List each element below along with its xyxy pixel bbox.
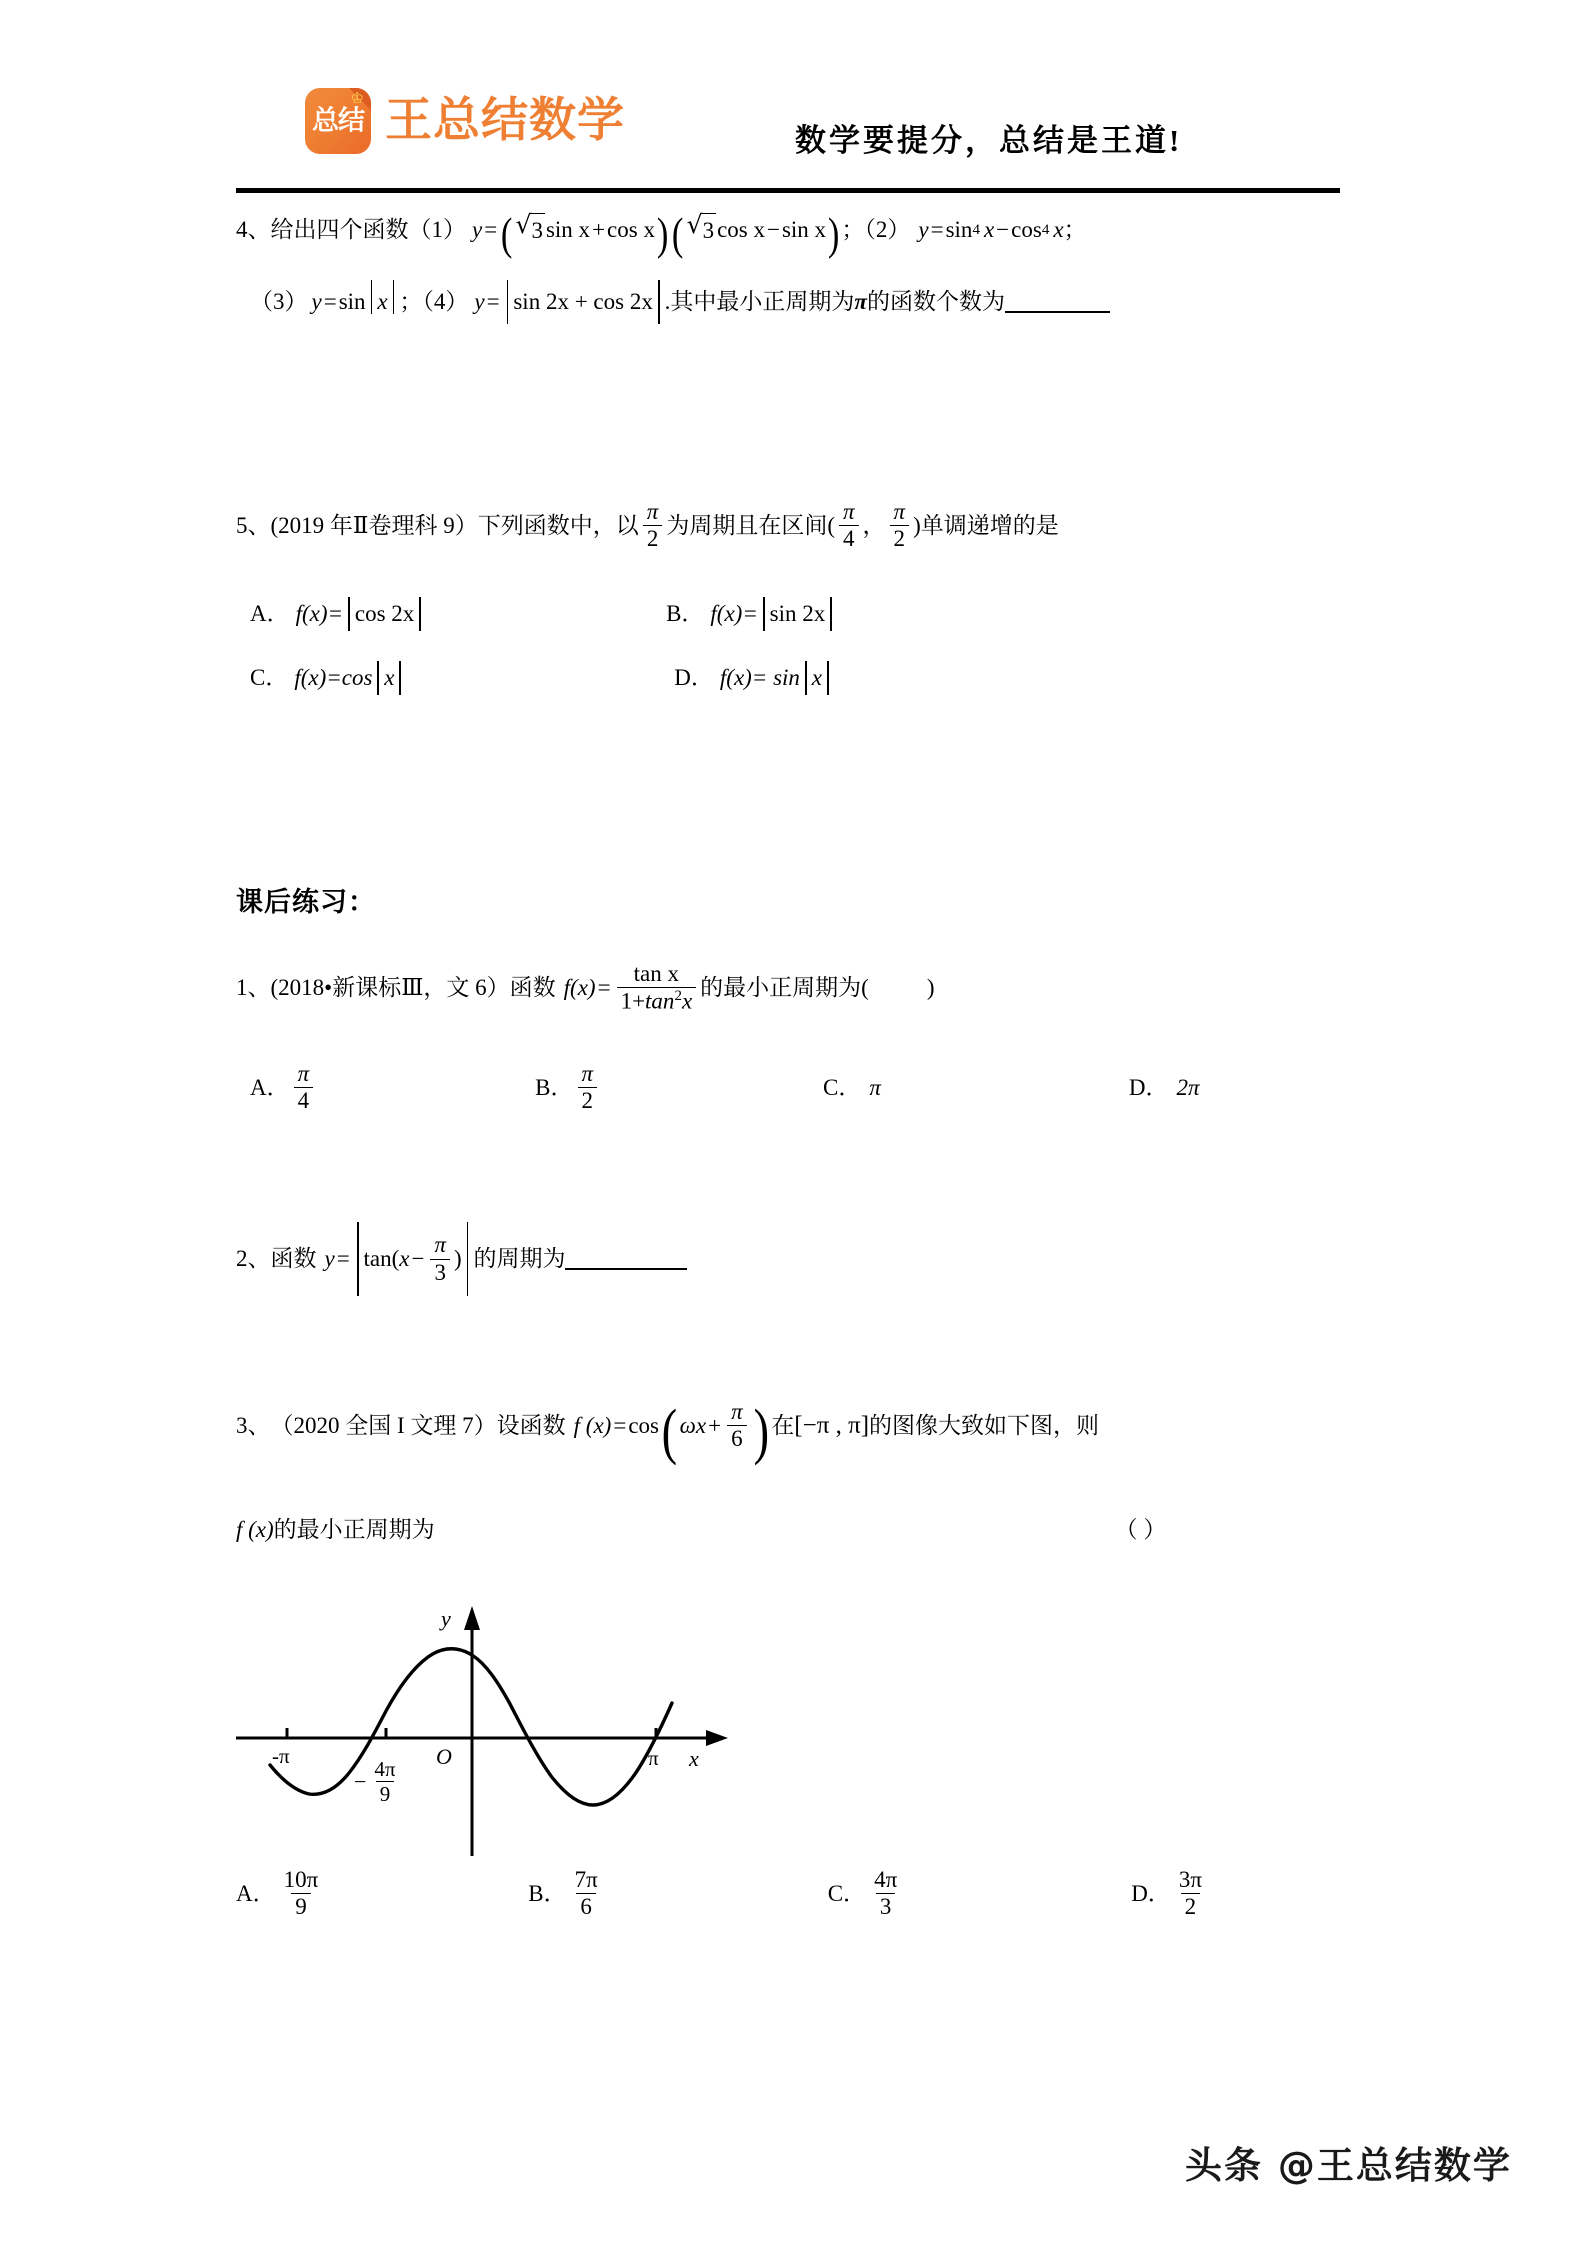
q5-option-row-1 [250,597,1059,631]
p2-eq: = [336,1246,350,1271]
q5-option-a-label[interactable]: A． [250,601,290,627]
p1-option-b-den: 2 [578,1087,598,1113]
p3-option-a-den: 9 [291,1893,311,1919]
q4-y1: y [472,217,483,242]
p3-option-row [236,1868,1210,1919]
p1-option-a-den: 4 [294,1087,314,1113]
header-divider [236,188,1340,193]
q5-text-1: 下列函数中，以 [477,512,639,538]
sqrt-3-a: √ 3 [516,212,545,248]
p3-source: （2020 全国 I 文理 7） [270,1412,497,1438]
q5-text-2: 为周期且在区间( [666,512,835,538]
q4-cosx-1: cos x [607,217,655,242]
tick-fraction-num: 4π [374,1757,396,1781]
p3-option-d-value [1175,1868,1206,1919]
q5-option-d-inner: x [811,665,822,691]
p3-frac-num: π [731,1399,743,1424]
q5-period-fraction [643,500,663,551]
abs-bar-right-c [399,661,401,695]
p2-frac-num: π [434,1232,446,1258]
q5-number: 5、 [236,512,271,538]
abs-bar-right-p2 [467,1222,469,1296]
abs-bar-left-c [377,661,379,695]
practice-3-stem-line-2 [236,1513,1166,1547]
p3-option-c-num: 4π [874,1867,898,1892]
p3-eq: = [613,1412,627,1438]
q4-item-3-label: （3） [250,289,308,314]
q4-abs-x: x [377,289,388,314]
p1-option-d-label[interactable]: D． [1128,1074,1169,1100]
practice-1-options [250,1062,1200,1113]
abs-bar-right-2 [658,280,660,324]
p1-den-x: x [681,988,693,1014]
p3-number: 3、 [236,1412,271,1438]
x-label-minus-4pi-over-9 [354,1758,404,1805]
q4-stem: 给出四个函数（1） [270,217,466,242]
q5-option-d-fx: f(x)= sin [719,665,800,691]
practice-3 [236,1397,1167,1547]
q4-sinx-2: sin x [781,217,827,242]
q5-period-num: π [646,499,659,524]
sqrt-3-b: √ 3 [687,212,716,248]
q4-eq-3: = [323,289,337,314]
q4-semi-2: ； [1063,217,1087,242]
p3-option-b-den: 6 [576,1893,596,1919]
p1-fraction [617,962,697,1014]
p3-interval: [−π , π] [794,1411,870,1439]
abs-bar-right-b [830,597,832,631]
q4-pow4-b: 4 [1041,222,1050,238]
p3-option-d-label[interactable]: D． [1131,1880,1171,1906]
q4-sinx-1: sin x [545,217,591,242]
p3-option-a-label[interactable]: A． [236,1880,276,1906]
q4-x-a: x [983,217,995,242]
p1-text-1: 函数 [509,974,556,1000]
question-4-line-2 [250,280,1110,324]
origin-label: O [436,1744,452,1769]
p3-fraction [727,1400,747,1451]
p1-text-2: 的最小正周期为( [700,974,869,1000]
p2-text-2: 的周期为 [473,1246,566,1271]
q4-tail-2: 的函数个数为 [866,289,1005,314]
practice-1-stem [236,962,1200,1014]
q5-interval-left [839,500,859,551]
footer-watermark: 头条 @王总结数学 [1185,2144,1512,2187]
question-5-stem [236,500,1059,551]
q5-interval-right-num: π [893,499,906,524]
abs-bar-left-2 [507,280,509,324]
p1-text-3: ) [926,974,935,1000]
sqrt-3-a-value: 3 [529,213,545,248]
x-axis-name-label: x [689,1746,699,1771]
q4-y2: y [918,217,929,242]
p3-line2-fx: f (x) [236,1517,274,1543]
q4-y3: y [311,289,322,314]
q4-sin4: sin [945,217,973,242]
y-axis-arrow [464,1606,480,1630]
p1-option-a-num: π [297,1060,310,1086]
x-axis-arrow [706,1730,728,1746]
q5-option-b-inner: sin 2x [769,601,826,627]
p2-x: x [399,1246,410,1271]
q5-option-a-inner: cos 2x [354,601,415,627]
q5-option-c-inner: x [384,665,395,691]
q5-interval-right-den: 2 [890,525,910,551]
question-5 [236,500,1059,695]
practice-3-stem-line-1: 3、 （2020 全国 I 文理 7） 设函数 f (x) = cos ( ωx + $\frac{\pi}{6}$ ) 在 [−π , π] 的图像大致如下图，则 [236,1397,1100,1466]
p2-fraction [430,1233,450,1284]
section-heading [236,880,376,919]
q4-abs-expr: sin 2x + cos 2x [513,289,653,314]
p1-den-tan: tan [645,988,675,1014]
abs-bar-left-p2 [357,1222,359,1296]
q4-eq: = [484,217,498,242]
p2-number: 2、 [236,1246,271,1271]
q4-item-4-label: ；（4） [399,289,469,314]
tick-fraction [370,1758,399,1805]
q5-interval-comma: ， [862,512,886,538]
p3-plus: + [708,1412,722,1438]
p1-option-b-num: π [581,1060,594,1086]
logo-wordmark: 王总结数学 [385,93,625,148]
q5-option-b-label[interactable]: B． [666,601,705,627]
q4-plus-1: + [592,217,606,242]
p3-option-b-num: 7π [574,1867,598,1892]
q4-tail-1: .其中最小正周期为 [664,289,855,314]
practice-2-stem [236,1222,687,1296]
p1-option-c-label[interactable]: C． [823,1074,862,1100]
q5-option-a-fx: f(x)= [295,601,344,627]
q5-option-b-fx: f(x)= [710,601,758,627]
p3-option-d-den: 2 [1181,1893,1201,1919]
question-4-line-1: 4、 给出四个函数（1） y = ( √ 3 sin x + cos x ) ( √ 3 cos x − sin x ) ；（2） y = sin 4 x − cos 4 x ； [236,208,1087,259]
minus-sign-tick: − [354,1768,367,1794]
q5-interval-left-den: 4 [839,525,859,551]
p2-y: y [324,1246,335,1271]
practice-3-options [236,1868,1210,1919]
p3-omega: ωx [679,1412,707,1438]
y-axis-name-label: y [441,1606,451,1631]
page-header [0,0,1587,200]
q4-y4: y [474,289,485,314]
p3-line2-text: 的最小正周期为 [273,1517,435,1543]
p1-frac-den [617,987,697,1014]
q4-pi: π [854,289,867,314]
p2-answer-blank[interactable] [565,1248,687,1270]
p3-option-b-value [571,1868,602,1919]
p3-option-a-value [280,1868,323,1919]
abs-bar-left-b [763,597,765,631]
p3-option-a-num: 10π [283,1867,319,1892]
abs-bar-left-d [805,661,807,695]
abs-bar-right-d [827,661,829,695]
p2-minus: − [411,1246,425,1271]
p1-source: (2018•新课标Ⅲ，文 6） [270,974,510,1000]
q5-period-den: 2 [643,525,663,551]
p3-frac-den: 6 [727,1425,747,1451]
cosine-curve-svg [236,1598,756,1868]
logo-badge-icon [305,88,371,154]
q5-interval-right [890,500,910,551]
q4-minus-2: − [996,217,1010,242]
question-4 [236,208,1110,324]
q4-number: 4、 [236,217,271,242]
q5-option-d-label[interactable]: D． [674,665,714,691]
p3-option-d-num: 3π [1178,1867,1202,1892]
p3-option-c-label[interactable]: C． [827,1880,867,1906]
tick-fraction-den: 9 [376,1781,395,1805]
sqrt-3-b-value: 3 [701,213,717,248]
p2-tan: tan( [363,1246,400,1271]
p3-text-1: 设函数 [496,1412,566,1438]
p1-eq: = [597,974,611,1000]
p3-text-2: 在 [771,1412,795,1438]
q5-option-row-2 [250,661,1059,695]
q4-pow4-a: 4 [972,222,980,238]
p1-option-b-label[interactable]: B． [535,1074,574,1100]
q5-option-c-label[interactable]: C． [250,665,289,691]
q5-text-3: )单调递增的是 [913,512,1059,538]
p1-option-a-label[interactable]: A． [250,1074,290,1100]
function-graph-figure [236,1598,756,1868]
p2-text-1: 函数 [270,1246,317,1271]
p1-den-pow: 2 [674,988,682,1005]
q5-source: (2019 年Ⅱ卷理科 9） [270,512,478,538]
brand-logo [305,88,625,154]
p2-frac-den: 3 [430,1259,450,1285]
p1-number: 1、 [236,974,271,1000]
header-tagline: 数学要提分，总结是王道! [795,123,1183,158]
abs-bar-left-a [348,597,350,631]
section-title-text: 课后练习： [236,887,376,917]
logo-badge-text: 总结 [312,105,364,137]
q4-eq-4: = [486,289,500,314]
p1-fx: f(x) [563,974,596,1000]
q4-cosx-2: cos x [717,217,765,242]
p3-fx: f (x) [573,1412,612,1438]
abs-bar-left-1 [371,280,373,314]
p3-cos: cos [628,1412,659,1438]
p3-text-3: 的图像大致如下图，则 [869,1412,1100,1438]
practice-2 [236,1222,687,1296]
p2-rp: ) [454,1246,462,1271]
practice-1 [236,962,1200,1113]
q4-minus-1: − [766,217,780,242]
q5-option-c-fx: f(x)=cos [294,665,373,691]
q4-semi-1: ；（2） [841,217,911,242]
x-label-pi: π [648,1746,659,1770]
q4-answer-blank[interactable] [1005,291,1110,313]
q5-interval-left-num: π [843,499,855,524]
crown-icon: ♔ [350,89,364,107]
p3-option-c-value [870,1868,901,1919]
q4-cos4: cos [1011,217,1042,242]
p1-option-c-value: π [869,1074,881,1100]
p1-den-one: 1+ [620,988,646,1014]
p3-option-c-den: 3 [876,1893,896,1919]
abs-bar-right-1 [393,280,395,314]
q4-x-b: x [1053,217,1064,242]
p1-option-a-value [294,1062,314,1113]
p1-option-d-value: 2π [1176,1074,1200,1100]
x-label-minus-pi: -π [272,1744,290,1768]
q4-eq-2: = [930,217,944,242]
p3-option-b-label[interactable]: B． [528,1880,567,1906]
p3-answer-paren: （ ） [1114,1517,1167,1543]
abs-bar-right-a [419,597,421,631]
p1-option-b-value [578,1062,598,1113]
q4-sin-3: sin [338,289,366,314]
p1-frac-num: tan x [633,961,680,986]
